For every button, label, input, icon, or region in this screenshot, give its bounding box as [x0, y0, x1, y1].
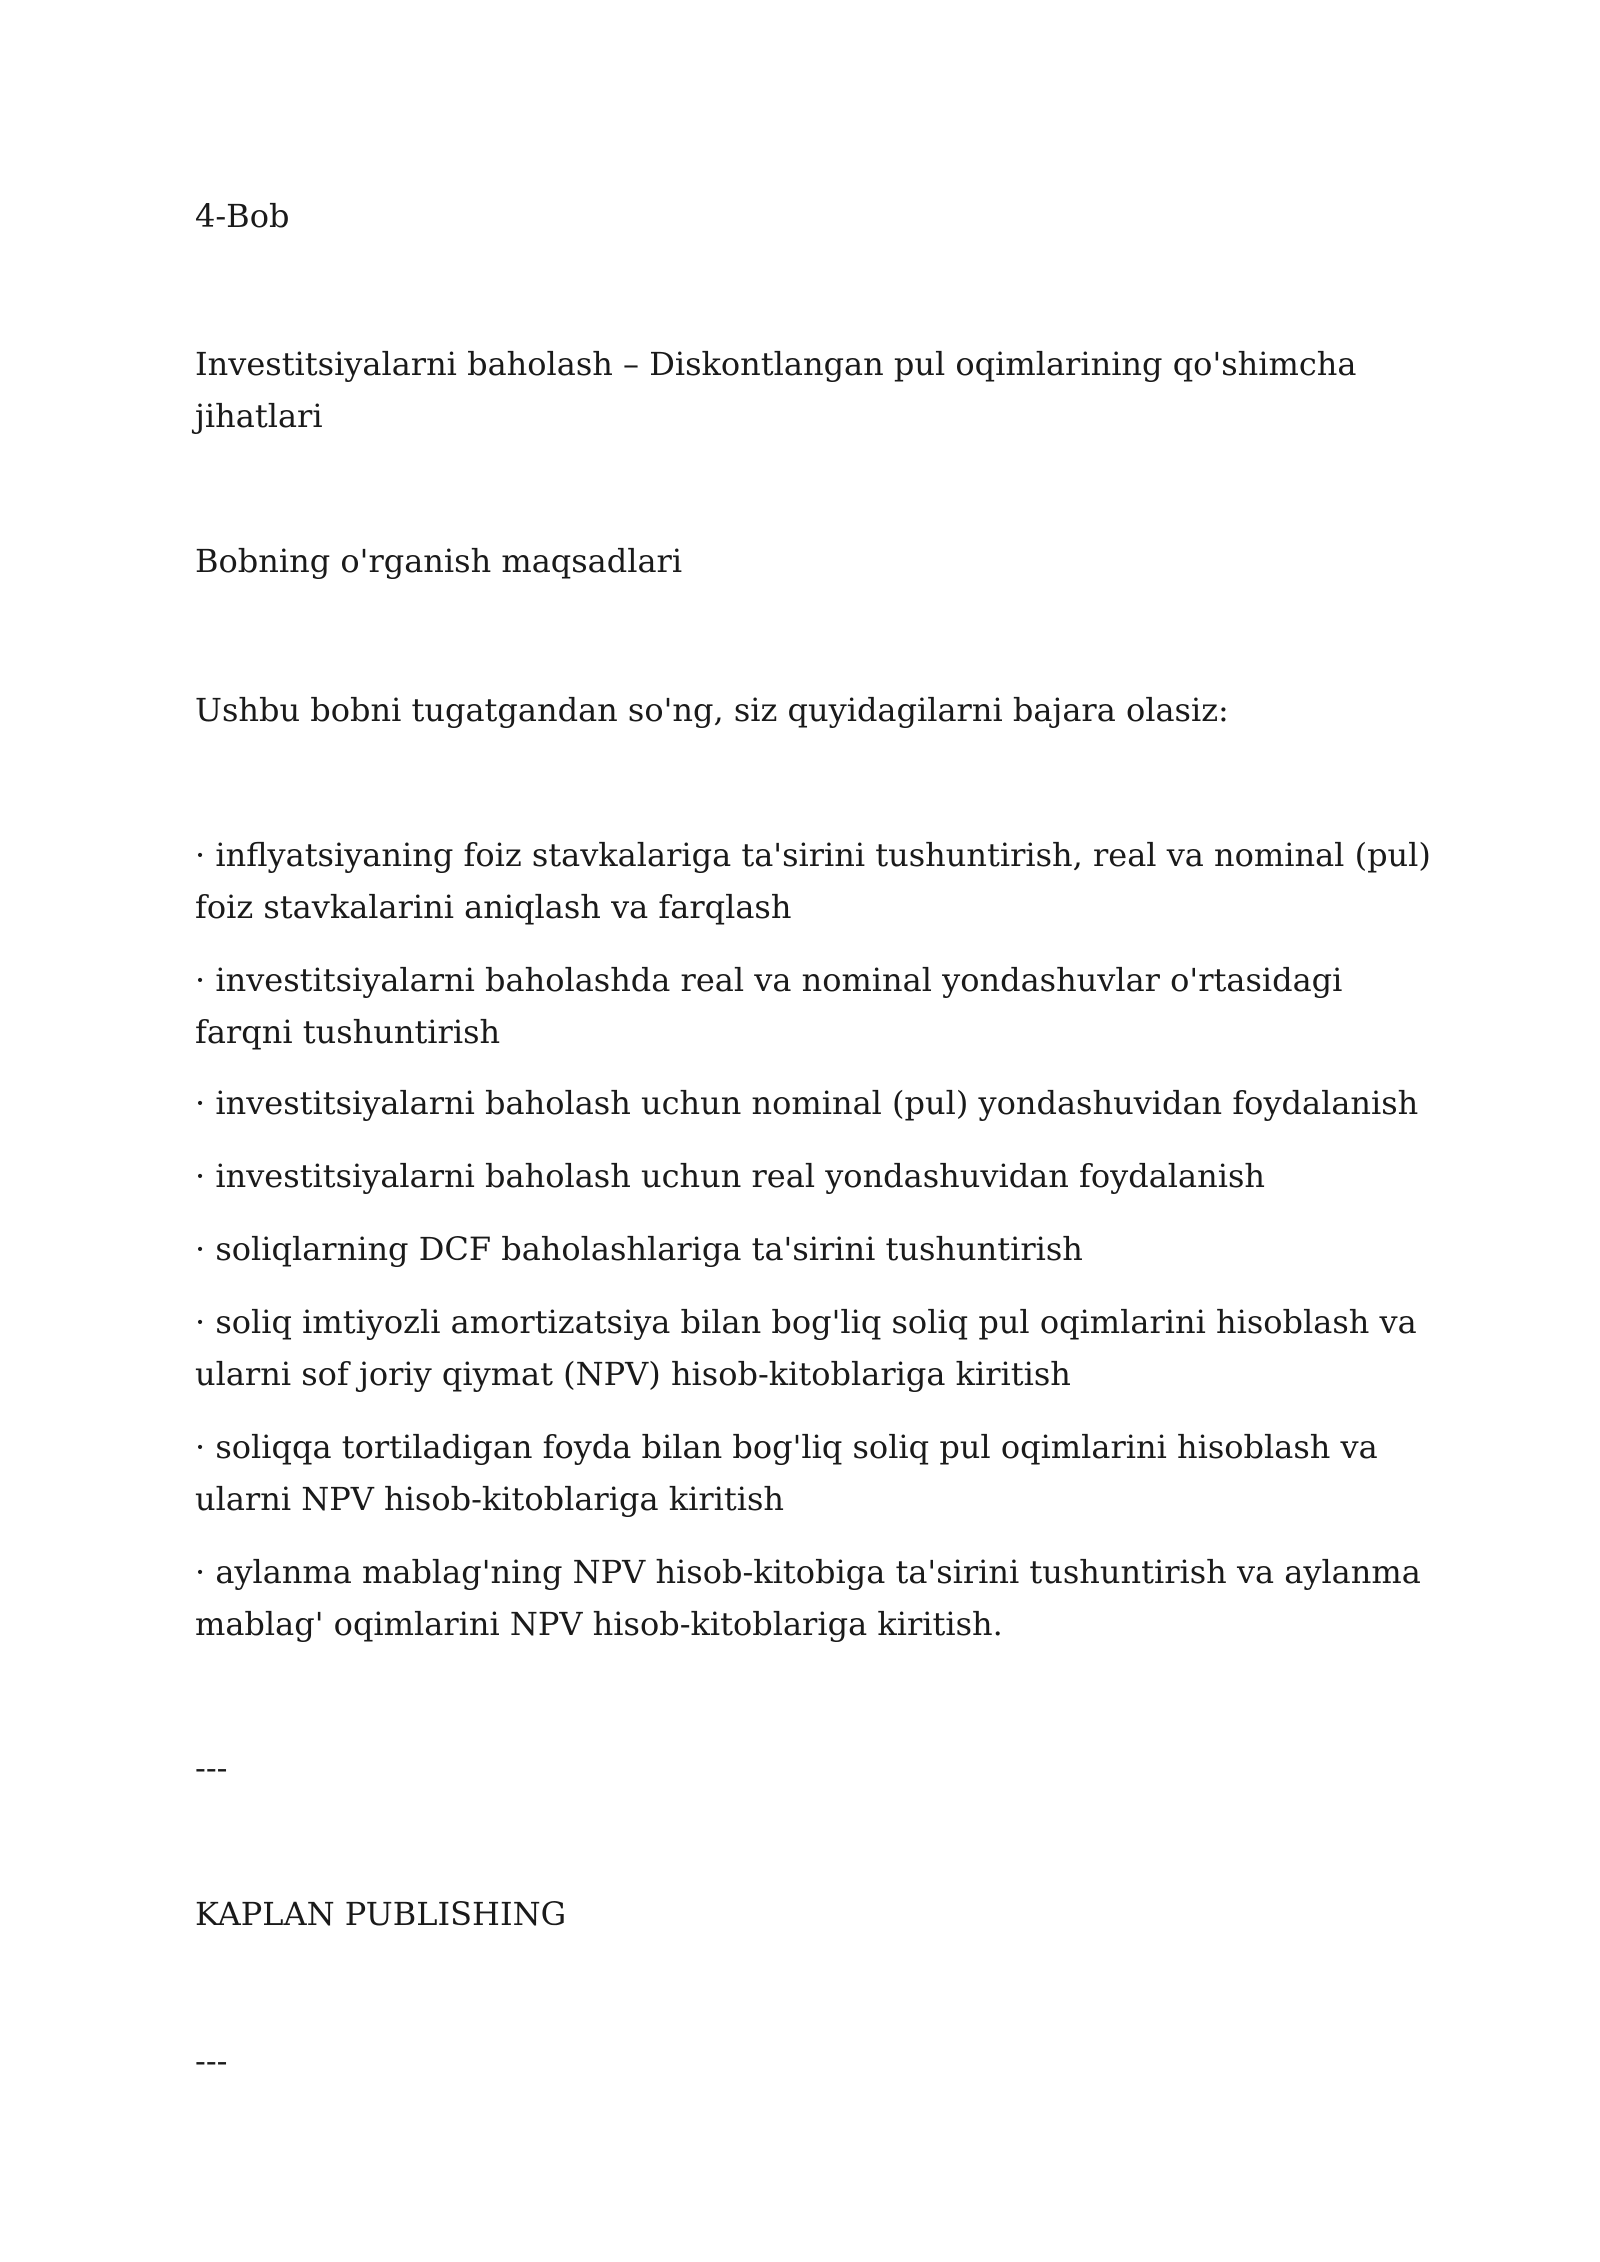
- objective-item: · inflyatsiyaning foiz stavkalariga ta'sirini tushuntirish, real va nominal (pul) foiz stavkalarini aniqlash va farqlash: [195, 836, 1431, 926]
- section-separator: ---: [195, 2042, 228, 2080]
- objective-item: · soliq imtiyozli amortizatsiya bilan bog'liq soliq pul oqimlarini hisoblash va ularni sof joriy qiymat (NPV) hisob-kitoblariga kiritish: [195, 1303, 1417, 1393]
- objective-item: · soliqqa tortiladigan foyda bilan bog'liq soliq pul oqimlarini hisoblash va ularni NPV hisob-kitoblariga kiritish: [195, 1428, 1378, 1518]
- objectives-intro: Ushbu bobni tugatgandan so'ng, siz quyidagilarni bajara olasiz:: [195, 691, 1229, 729]
- objective-item: · investitsiyalarni baholashda real va nominal yondashuvlar o'rtasidagi farqni tushuntirish: [195, 961, 1343, 1051]
- objective-item: · soliqlarning DCF baholashlariga ta'sirini tushuntirish: [195, 1230, 1083, 1268]
- objective-item: · investitsiyalarni baholash uchun nominal (pul) yondashuvidan foydalanish: [195, 1084, 1419, 1122]
- objectives-heading: Bobning o'rganish maqsadlari: [195, 542, 683, 580]
- publisher-name: KAPLAN PUBLISHING: [195, 1895, 567, 1933]
- objective-item: · aylanma mablag'ning NPV hisob-kitobiga ta'sirini tushuntirish va aylanma mablag' oqimlarini NPV hisob-kitoblariga kiritish.: [195, 1553, 1421, 1643]
- chapter-title: Investitsiyalarni baholash – Diskontlangan pul oqimlarining qo'shimcha jihatlari: [195, 345, 1357, 435]
- objective-item: · investitsiyalarni baholash uchun real yondashuvidan foydalanish: [195, 1157, 1265, 1195]
- chapter-label: 4-Bob: [195, 197, 290, 235]
- section-separator: ---: [195, 1749, 228, 1787]
